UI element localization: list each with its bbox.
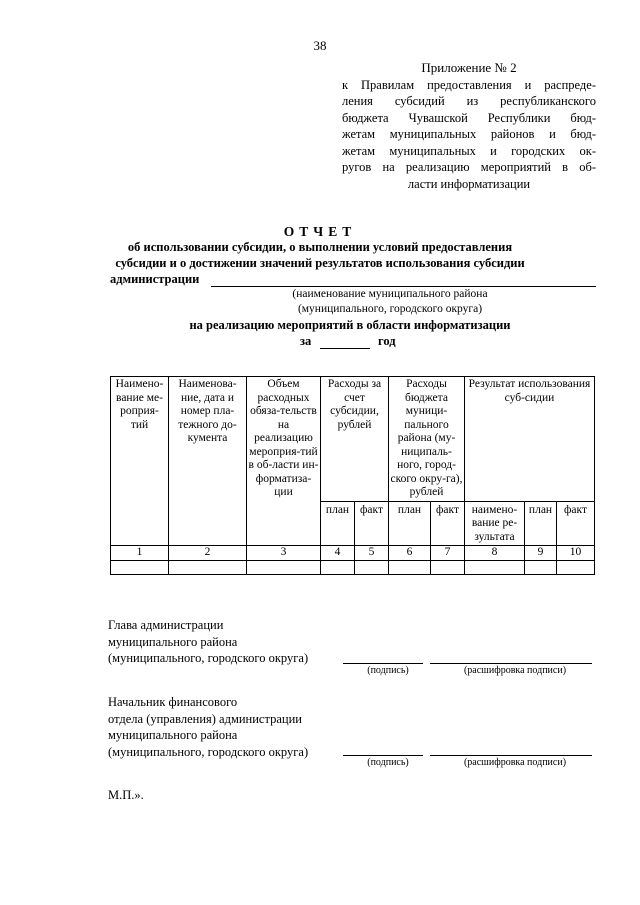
empty-cell (389, 560, 431, 574)
header-cell: Наименова-ние, дата и номер пла-тежного до-кумента (169, 377, 247, 546)
report-period (300, 334, 400, 350)
report-subtitle-line: об использовании субсидии, о выполнении условий предоставления (127, 240, 513, 254)
column-number: 3 (247, 546, 321, 561)
header-cell: Объем расходных обяза-тельств на реализацию мероприя-тий в об-ласти ин-форматиза-ции (247, 377, 321, 546)
page-number: 38 (313, 38, 327, 53)
subheader-cell: факт (431, 501, 465, 546)
column-number: 10 (557, 546, 595, 561)
appendix-title: Приложение № 2 (421, 60, 517, 75)
column-number: 4 (321, 546, 355, 561)
signature-label: (подпись) (367, 665, 409, 676)
subheader-cell: факт (355, 501, 389, 546)
subheader-cell: наимено-вание ре-зультата (465, 501, 525, 546)
empty-cell (557, 560, 595, 574)
column-number: 5 (355, 546, 389, 561)
period-prefix: за (300, 334, 312, 348)
subheader-cell: план (389, 501, 431, 546)
report-subtitle-line: субсидии и о достижении значений результатов использования субсидии (115, 256, 525, 270)
administration-label: администрации (110, 272, 200, 286)
empty-cell (169, 560, 247, 574)
stamp-place-mark: М.П.». (108, 788, 144, 802)
empty-cell (111, 560, 169, 574)
administration-blank-line (211, 286, 596, 287)
header-cell: Расходы бюджета муници-пального района (му-ниципаль-ного, город-ского окру-га), рублей (389, 377, 465, 502)
signatory-title-line: (муниципального, городского округа) (108, 651, 309, 665)
header-cell: Расходы за счет субсидии, рублей (321, 377, 389, 502)
column-number: 9 (525, 546, 557, 561)
signatory-title-line: муниципального района (108, 728, 238, 742)
administration-field (110, 272, 596, 288)
report-title: ОТЧЕТ (283, 224, 357, 239)
administration-hint: (наименование муниципального района (292, 288, 488, 300)
signatory-title-line: муниципального района (108, 634, 238, 649)
column-number: 8 (465, 546, 525, 561)
head-signature-block (108, 617, 308, 667)
appendix-line: бюджета Чувашской Республики бюд- (342, 110, 596, 125)
signature-decode-line (430, 663, 592, 664)
signature-line (343, 663, 423, 664)
subheader-cell: план (525, 501, 557, 546)
signature-decode-line (430, 755, 592, 756)
appendix-line: ласти информатизации (407, 176, 531, 191)
empty-cell (247, 560, 321, 574)
report-table (110, 376, 595, 575)
column-number: 6 (389, 546, 431, 561)
signatory-title-line: Глава администрации (108, 618, 224, 632)
report-purpose: на реализацию мероприятий в области информатизации (189, 318, 511, 332)
column-number: 2 (169, 546, 247, 561)
signatory-title-line: отдела (управления) администрации (108, 711, 302, 726)
appendix-block (342, 60, 596, 192)
period-suffix: год (378, 334, 396, 348)
signature-line (343, 755, 423, 756)
signature-decode-label: (расшифровка подписи) (463, 665, 567, 676)
empty-cell (321, 560, 355, 574)
appendix-line: ления субсидий из республиканского (342, 94, 596, 108)
appendix-line: жетам муниципальных и городских ок- (342, 143, 596, 158)
appendix-line: к Правилам предоставления и распреде- (342, 77, 596, 92)
finance-signature-block (108, 694, 308, 760)
appendix-line: жетам муниципальных районов и бюд- (342, 127, 596, 141)
header-cell: Наимено-вание ме-роприя-тий (111, 377, 169, 546)
subheader-cell: факт (557, 501, 595, 546)
empty-cell (355, 560, 389, 574)
empty-cell (525, 560, 557, 574)
subheader-cell: план (321, 501, 355, 546)
table-empty-row (111, 560, 595, 574)
table-header-row (111, 377, 595, 502)
signatory-title-line: (муниципального, городского округа) (108, 744, 309, 759)
empty-cell (465, 560, 525, 574)
column-number: 7 (431, 546, 465, 561)
signature-label: (подпись) (367, 757, 409, 768)
header-cell: Результат использования суб-сидии (465, 377, 595, 502)
column-number: 1 (111, 546, 169, 561)
signature-decode-label: (расшифровка подписи) (463, 757, 567, 768)
administration-hint: (муниципального, городского округа) (297, 303, 483, 315)
appendix-line: ругов на реализацию мероприятий в об- (342, 160, 596, 174)
period-blank-line (320, 348, 370, 349)
table-column-numbers-row (111, 546, 595, 561)
empty-cell (431, 560, 465, 574)
signatory-title-line: Начальник финансового (108, 695, 238, 709)
